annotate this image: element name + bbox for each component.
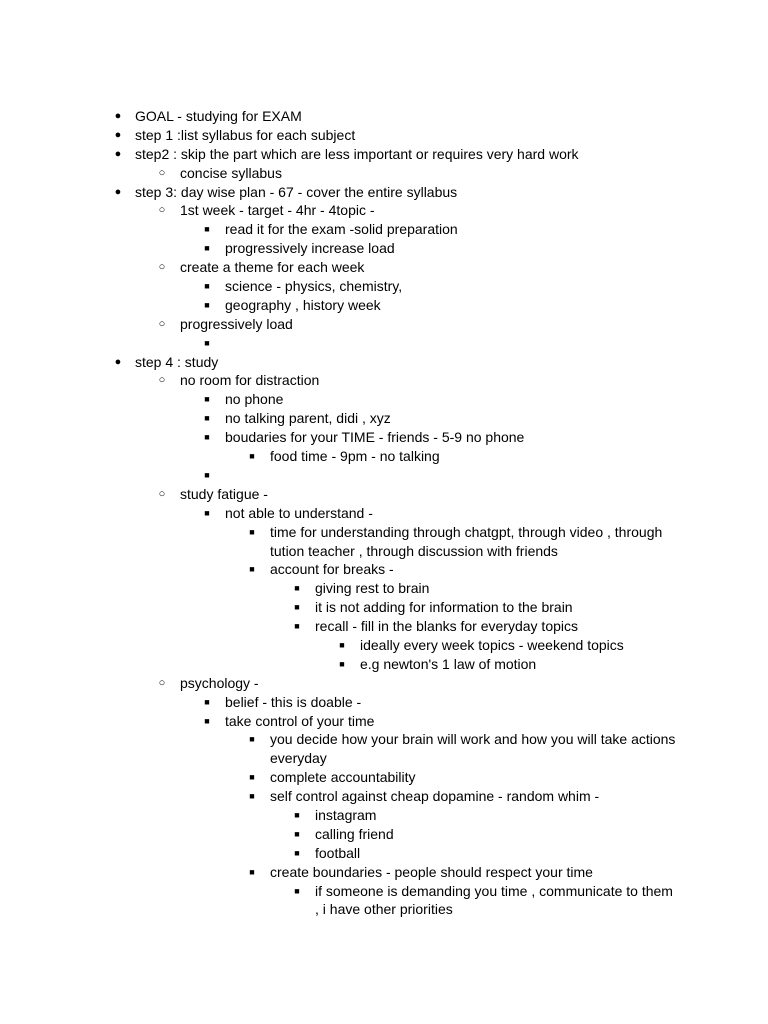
bullet-square: ■ (339, 658, 345, 669)
list-item (0, 126, 768, 145)
bullet-disc: ● (114, 185, 122, 198)
list-item (0, 201, 768, 220)
list-item (0, 560, 768, 579)
list-item (0, 882, 768, 920)
bullet-square: ■ (294, 828, 300, 839)
bullet-square: ■ (249, 772, 255, 783)
bullet-square: ■ (204, 696, 210, 707)
list-item (0, 844, 768, 863)
bullet-circle: ○ (158, 487, 166, 500)
bullet-disc: ● (114, 147, 122, 160)
list-item (0, 428, 768, 447)
list-item (0, 277, 768, 296)
list-item-text: no room for distraction (180, 372, 320, 389)
list-item-text: create boundaries - people should respect your time (270, 863, 593, 880)
list-item-text: concise syllabus (180, 164, 282, 181)
list-item (0, 693, 768, 712)
list-item-text: ideally every week topics - weekend topics (360, 636, 624, 653)
list-item (0, 183, 768, 202)
bullet-square: ■ (204, 281, 210, 292)
bullet-square: ■ (249, 791, 255, 802)
list-item-text: study fatigue - (180, 485, 268, 502)
list-item-text: create a theme for each week (180, 259, 365, 276)
list-item-text: no phone (225, 391, 284, 408)
list-item-empty (0, 466, 768, 485)
list-item-text: geography , history week (225, 296, 381, 313)
list-item (0, 485, 768, 504)
list-item-text: football (315, 844, 361, 861)
bullet-square: ■ (204, 224, 210, 235)
bullet-circle: ○ (158, 166, 166, 179)
list-item (0, 768, 768, 787)
list-item-text: not able to understand - (225, 504, 373, 521)
bullet-disc: ● (114, 355, 122, 368)
list-item-text: progressively increase load (225, 240, 395, 257)
bullet-square: ■ (294, 847, 300, 858)
list-item (0, 447, 768, 466)
list-item-text: read it for the exam -solid preparation (225, 221, 458, 238)
list-item (0, 863, 768, 882)
list-item (0, 353, 768, 372)
bullet-circle: ○ (158, 374, 166, 387)
bullet-square: ■ (249, 526, 255, 537)
bullet-square: ■ (294, 809, 300, 820)
bullet-square: ■ (204, 715, 210, 726)
list-item-text: e.g newton's 1 law of motion (360, 655, 537, 672)
list-item-text: if someone is demanding you time , communicate to them , i have other priorities (315, 882, 673, 918)
list-item-text: recall - fill in the blanks for everyday topics (315, 618, 578, 635)
bullet-circle: ○ (158, 261, 166, 274)
list-item-text: boudaries for your TIME - friends - 5-9 no phone (225, 429, 525, 446)
list-item-text: step 3: day wise plan - 67 - cover the entire syllabus (135, 183, 458, 200)
list-item-text: no talking parent, didi , xyz (225, 410, 391, 427)
bullet-square: ■ (294, 583, 300, 594)
list-item (0, 220, 768, 239)
list-item-text: time for understanding through chatgpt, through video , through tution teacher , through discussion with friends (270, 523, 663, 559)
bullet-circle: ○ (158, 676, 166, 689)
list-item-text: complete accountability (270, 769, 416, 786)
bullet-square: ■ (204, 243, 210, 254)
bullet-square: ■ (249, 734, 255, 745)
list-item (0, 315, 768, 334)
list-item-text: science - physics, chemistry, (225, 278, 403, 295)
bullet-square: ■ (294, 621, 300, 632)
list-item (0, 164, 768, 183)
list-item (0, 674, 768, 693)
bullet-square: ■ (339, 639, 345, 650)
list-item (0, 409, 768, 428)
list-item (0, 579, 768, 598)
bullet-square: ■ (294, 885, 300, 896)
list-item (0, 730, 768, 768)
list-item (0, 239, 768, 258)
bullet-disc: ● (114, 128, 122, 141)
bullet-square: ■ (249, 451, 255, 462)
list-item-text: psychology - (180, 674, 259, 691)
list-item (0, 655, 768, 674)
list-item-text: instagram (315, 806, 377, 823)
list-item (0, 107, 768, 126)
bullet-square: ■ (204, 507, 210, 518)
list-item-text: take control of your time (225, 712, 375, 729)
list-item-text: account for breaks - (270, 561, 394, 578)
bullet-square: ■ (204, 413, 210, 424)
document-page (0, 107, 768, 919)
bullet-square: ■ (204, 337, 210, 348)
bullet-square: ■ (249, 564, 255, 575)
list-item-text: step 4 : study (135, 353, 219, 370)
list-item (0, 390, 768, 409)
list-item-text: calling friend (315, 825, 394, 842)
list-item (0, 371, 768, 390)
bullet-disc: ● (114, 110, 122, 122)
list-item-text: step2 : skip the part which are less important or requires very hard work (135, 145, 579, 162)
bullet-square: ■ (294, 602, 300, 613)
list-item (0, 636, 768, 655)
list-item (0, 504, 768, 523)
list-item (0, 523, 768, 561)
list-item-text: progressively load (180, 315, 293, 332)
list-item (0, 145, 768, 164)
bullet-square: ■ (204, 469, 210, 480)
list-item-text: belief - this is doable - (225, 693, 362, 710)
bullet-square: ■ (204, 299, 210, 310)
bullet-square: ■ (204, 394, 210, 405)
bullet-square: ■ (204, 432, 210, 443)
list-item (0, 258, 768, 277)
list-item-text: 1st week - target - 4hr - 4topic - (180, 202, 375, 219)
list-item (0, 617, 768, 636)
bullet-circle: ○ (158, 317, 166, 330)
list-item-text: self control against cheap dopamine - random whim - (270, 788, 600, 805)
list-item-text: it is not adding for information to the brain (315, 599, 573, 616)
list-item-text: you decide how your brain will work and how you will take actions everyday (270, 731, 676, 767)
list-item-text: GOAL - studying for EXAM (135, 108, 302, 124)
list-item (0, 825, 768, 844)
list-item-text: food time - 9pm - no talking (270, 448, 440, 465)
list-item (0, 712, 768, 731)
list-item-empty (0, 334, 768, 353)
list-item-text: step 1 :list syllabus for each subject (135, 126, 356, 143)
bullet-square: ■ (249, 866, 255, 877)
list-item (0, 806, 768, 825)
list-item-text: giving rest to brain (315, 580, 430, 597)
bullet-circle: ○ (158, 204, 166, 217)
list-item (0, 787, 768, 806)
list-item (0, 598, 768, 617)
list-item (0, 296, 768, 315)
